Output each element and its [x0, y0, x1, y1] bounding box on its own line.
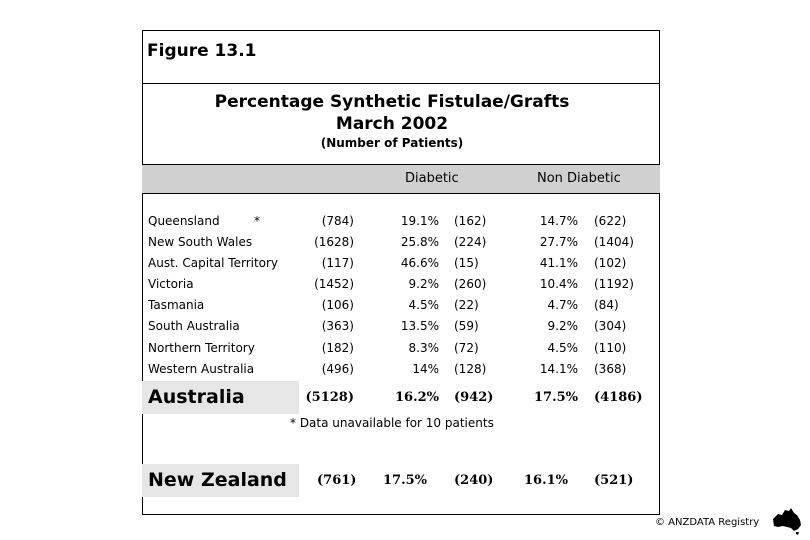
- table-row: [142, 256, 660, 277]
- non-diabetic-count: (368): [594, 362, 627, 376]
- state-name: Victoria: [148, 277, 194, 291]
- non-diabetic-pct: 14.7%: [539, 214, 578, 228]
- non-diabetic-pct: 9.2%: [547, 319, 578, 333]
- table-row: [142, 362, 660, 383]
- diabetic-count: (162): [454, 214, 487, 228]
- state-name: Queensland: [148, 214, 220, 228]
- patients-total: (106): [321, 298, 354, 312]
- australia-diabetic-pct: 16.2%: [394, 390, 439, 405]
- state-name: Western Australia: [148, 362, 255, 376]
- diabetic-pct: 19.1%: [400, 214, 439, 228]
- patients-total: (784): [321, 214, 354, 228]
- state-name: Northern Territory: [148, 341, 255, 355]
- non-diabetic-pct: 4.5%: [547, 341, 578, 355]
- non-diabetic-pct: 41.1%: [539, 256, 578, 270]
- table-row: [142, 277, 660, 298]
- diabetic-pct: 13.5%: [400, 319, 439, 333]
- title-note: (Number of Patients): [320, 136, 464, 150]
- title-date: March 2002: [335, 114, 449, 134]
- non-diabetic-count: (1404): [594, 235, 634, 249]
- non-diabetic-count: (84): [594, 298, 619, 312]
- diabetic-count: (260): [454, 277, 487, 291]
- non-diabetic-count: (622): [594, 214, 627, 228]
- title-divider: [142, 83, 660, 84]
- australia-label: Australia: [148, 386, 245, 408]
- new-zealand-label: New Zealand: [148, 469, 287, 491]
- state-name: Aust. Capital Territory: [148, 256, 279, 270]
- non-diabetic-count: (1192): [594, 277, 634, 291]
- australia-map-icon: [770, 505, 806, 535]
- australia-diabetic-count: (942): [454, 390, 494, 405]
- non-diabetic-pct: 4.7%: [547, 298, 578, 312]
- australia-patients: (5128): [305, 390, 354, 405]
- diabetic-pct: 25.8%: [400, 235, 439, 249]
- diabetic-count: (224): [454, 235, 487, 249]
- patients-total: (1628): [314, 235, 354, 249]
- column-header-diabetic: Diabetic: [405, 171, 459, 186]
- diabetic-pct: 46.6%: [400, 256, 439, 270]
- non-diabetic-count: (304): [594, 319, 627, 333]
- non-diabetic-count: (110): [594, 341, 627, 355]
- diabetic-count: (128): [454, 362, 487, 376]
- new-zealand-non-diabetic-pct: 16.1%: [524, 473, 569, 488]
- table-row: [142, 319, 660, 340]
- new-zealand-patients: (761): [317, 473, 357, 488]
- footnote-marker: *: [254, 214, 260, 228]
- diabetic-pct: 4.5%: [408, 298, 439, 312]
- new-zealand-diabetic-count: (240): [454, 473, 494, 488]
- table-row: [142, 298, 660, 319]
- state-name: Tasmania: [148, 298, 205, 312]
- state-name: New South Wales: [148, 235, 253, 249]
- figure-label: Figure 13.1: [147, 41, 257, 61]
- diabetic-count: (15): [454, 256, 479, 270]
- australia-total-row: [142, 381, 660, 414]
- patients-total: (496): [321, 362, 354, 376]
- patients-total: (363): [321, 319, 354, 333]
- copyright-notice: © ANZDATA Registry: [655, 517, 760, 528]
- non-diabetic-count: (102): [594, 256, 627, 270]
- patients-total: (182): [321, 341, 354, 355]
- diabetic-count: (22): [454, 298, 479, 312]
- diabetic-pct: 14%: [412, 362, 439, 376]
- footnote: * Data unavailable for 10 patients: [290, 416, 494, 430]
- non-diabetic-pct: 10.4%: [539, 277, 578, 291]
- table-row: [142, 235, 660, 256]
- diabetic-count: (72): [454, 341, 479, 355]
- table-row: [142, 214, 660, 235]
- australia-non-diabetic-count: (4186): [594, 390, 643, 405]
- australia-non-diabetic-pct: 17.5%: [533, 390, 578, 405]
- diabetic-pct: 8.3%: [408, 341, 439, 355]
- page-title: Percentage Synthetic Fistulae/Grafts: [214, 92, 570, 112]
- patients-total: (1452): [314, 277, 354, 291]
- non-diabetic-pct: 27.7%: [539, 235, 578, 249]
- table-row: [142, 341, 660, 362]
- state-name: South Australia: [148, 319, 240, 333]
- new-zealand-non-diabetic-count: (521): [594, 473, 634, 488]
- diabetic-count: (59): [454, 319, 479, 333]
- new-zealand-diabetic-pct: 17.5%: [383, 473, 428, 488]
- diabetic-pct: 9.2%: [408, 277, 439, 291]
- non-diabetic-pct: 14.1%: [539, 362, 578, 376]
- new-zealand-row: [142, 464, 660, 497]
- patients-total: (117): [321, 256, 354, 270]
- column-header-non-diabetic: Non Diabetic: [537, 171, 621, 186]
